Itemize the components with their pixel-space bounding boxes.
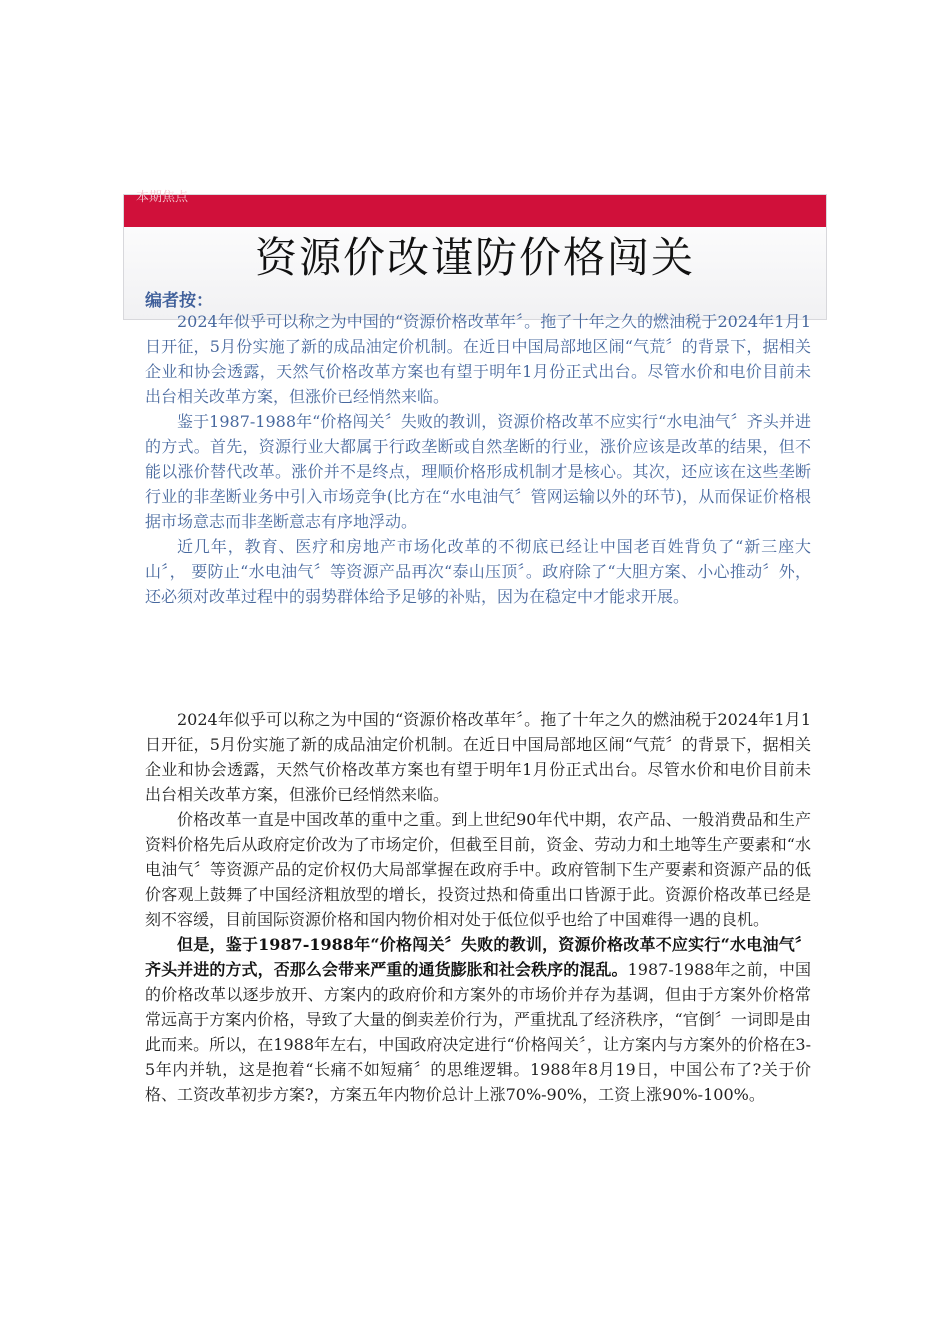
- editor-note-paragraph: 2024年似乎可以称之为中国的“资源价格改革年〞。拖了十年之久的燃油税于2024年1月1日开征，5月份实施了新的成品油定价机制。在近日中国局部地区闹“气荒〞的背景下，据相关企业和协会透露，天然气价格改革方案也有望于明年1月份正式出台。尽管水价和电价目前未出台相关改革方案，但涨价已经悄然来临。: [145, 312, 811, 406]
- article-body: [145, 707, 811, 1107]
- body-paragraph-text: 1987-1988年之前，中国的价格改革以逐步放开、方案内的政府价和方案外的市场价并存为基调，但由于方案外价格常常远高于方案内价格，导致了大量的倒卖差价行为，严重扰乱了经济秩序，“官倒〞一词即是由此而来。所以，在1988年左右，中国政府决定进行“价格闯关〞，让方案内与方案外的价格在3-5年内并轨，这是抱着“长痛不如短痛〞的思维逻辑。1988年8月19日，中国公布了?关于价格、工资改革初步方案?，方案五年内物价总计上涨70%-90%，工资上涨90%-100%。: [145, 960, 811, 1104]
- body-emphasis: 但是，鉴于1987-1988年“价格闯关〞失败的教训，资源价格改革不应实行“水电油气〞齐头并进的方式，否那么会带来严重的通货膨胀和社会秩序的混乱。: [145, 935, 811, 979]
- feature-banner: [123, 190, 827, 320]
- body-paragraph: 价格改革一直是中国改革的重中之重。到上世纪90年代中期，农产品、一般消费品和生产资料价格先后从政府定价改为了市场定价，但截至目前，资金、劳动力和土地等生产要素和“水电油气〞等资源产品的定价权仍大局部掌握在政府手中。政府管制下生产要素和资源产品的低价客观上鼓舞了中国经济粗放型的增长，投资过热和倚重出口皆源于此。资源价格改革已经是刻不容缓，目前国际资源价格和国内物价相对处于低位似乎也给了中国难得一遇的良机。: [145, 810, 811, 929]
- editor-note-label: 编者按：: [145, 291, 213, 311]
- body-paragraph: 2024年似乎可以称之为中国的“资源价格改革年〞。拖了十年之久的燃油税于2024年1月1日开征，5月份实施了新的成品油定价机制。在近日中国局部地区闹“气荒〞的背景下，据相关企业和协会透露，天然气价格改革方案也有望于明年1月份正式出台。尽管水价和电价目前未出台相关改革方案，但涨价已经悄然来临。: [145, 710, 811, 804]
- page-title: 资源价改谨防价格闯关: [254, 233, 695, 282]
- section-kicker: 本期焦点: [136, 190, 189, 205]
- editor-note-paragraph: 近几年，教育、医疗和房地产市场化改革的不彻底已经让中国老百姓背负了“新三座大山〞， 要防止“水电油气〞等资源产品再次“泰山压顶〞。政府除了“大胆方案、小心推动〞外，还必须对改革过程中的弱势群体给予足够的补贴，因为在稳定中才能求开展。: [145, 537, 811, 606]
- editor-note: [145, 309, 811, 609]
- body-paragraph: [145, 932, 811, 1107]
- editor-note-paragraph: 鉴于1987-1988年“价格闯关〞失败的教训，资源价格改革不应实行“水电油气〞齐头并进的方式。首先，资源行业大都属于行政垄断或自然垄断的行业，涨价应该是改革的结果，但不能以涨价替代改革。涨价并不是终点，理顺价格形成机制才是核心。其次，还应该在这些垄断行业的非垄断业务中引入市场竞争(比方在“水电油气〞管网运输以外的环节)，从而保证价格根据市场意志而非垄断意志有序地浮动。: [145, 412, 811, 531]
- banner-red-bar: [124, 190, 826, 227]
